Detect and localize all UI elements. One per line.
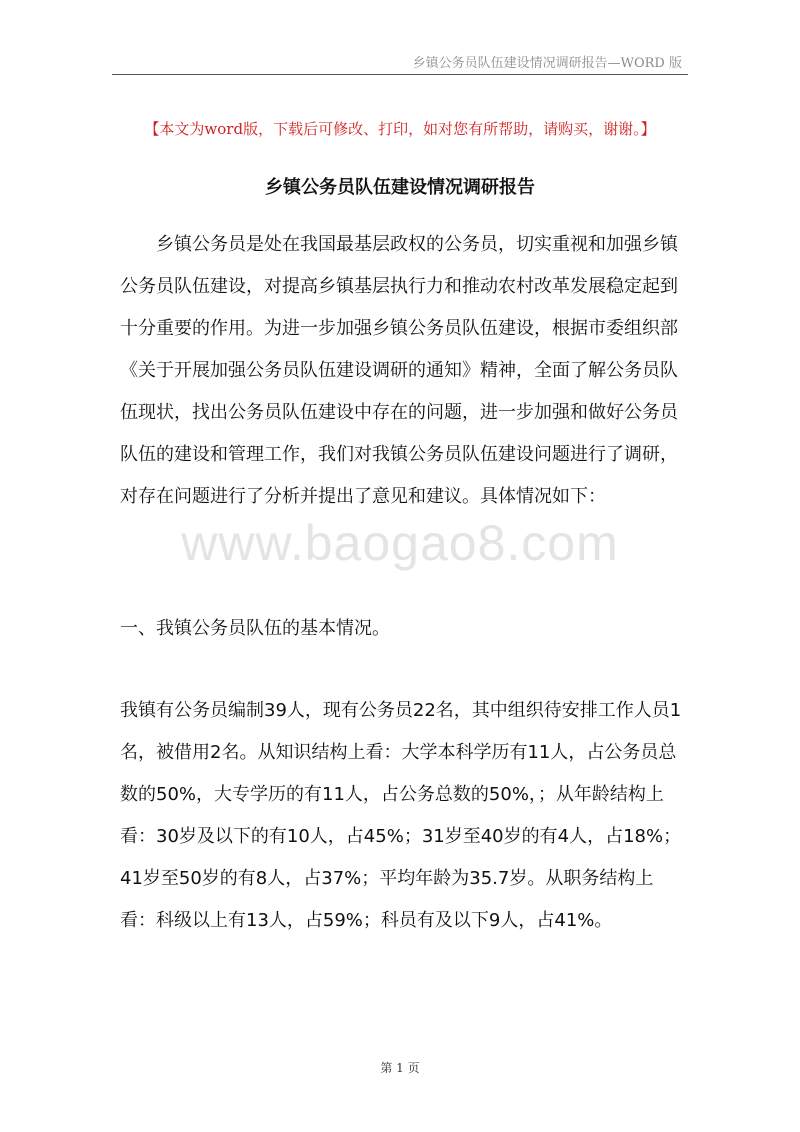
statistics-paragraph: 我镇有公务员编制39人，现有公务员22名，其中组织待安排工作人员1名，被借用2名。从知识结构上看：大学本科学历有11人，占公务员总数的50%，大专学历的有11人，占公务总数的50%，；从年龄结构上看：30岁及以下的有10人，占45%；31岁至40岁的有4人，占18%；41岁至50岁的有8人，占37%；平均年龄为35.7岁。从职务结构上看：科级以上有13人，占59%；科员有及以下9人，占41%。 <box>120 700 682 931</box>
header-divider <box>112 74 688 75</box>
section-heading: 一、我镇公务员队伍的基本情况。 <box>120 618 390 639</box>
running-header: 乡镇公务员队伍建设情况调研报告—WORD 版 <box>412 56 682 71</box>
site-watermark: www.baogao8.com <box>181 515 619 571</box>
document-title: 乡镇公务员队伍建设情况调研报告 <box>265 177 535 198</box>
page-number: 第 1 页 <box>380 1061 420 1075</box>
intro-paragraph: 乡镇公务员是处在我国最基层政权的公务员，切实重视和加强乡镇公务员队伍建设，对提高乡镇基层执行力和推动农村改革发展稳定起到十分重要的作用。为进一步加强乡镇公务员队伍建设，根据市委组织部《关于开展加强公务员队伍建设调研的通知》精神，全面了解公务员队伍现状，找出公务员队伍建设中存在的问题，进一步加强和做好公务员队伍的建设和管理工作，我们对我镇公务员队伍建设问题进行了调研，对存在问题进行了分析并提出了意见和建议。具体情况如下： <box>120 234 678 507</box>
purchase-notice: 【本文为word版，下载后可修改、打印，如对您有所帮助，请购买，谢谢。】 <box>144 120 656 138</box>
